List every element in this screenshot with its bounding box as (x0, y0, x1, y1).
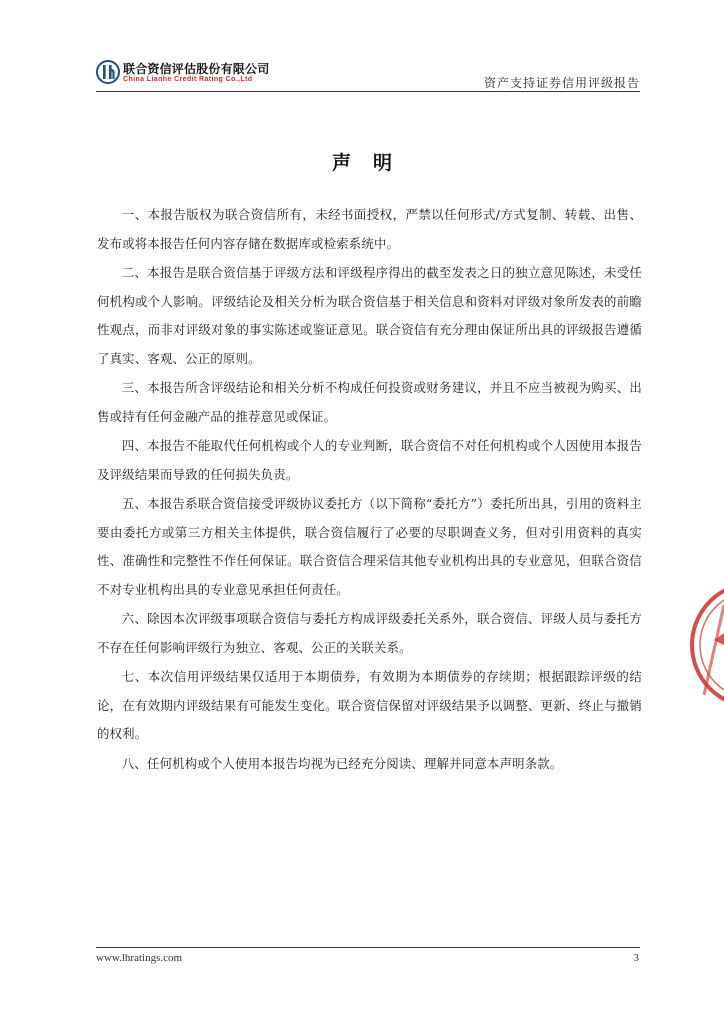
declaration-paragraph-7: 七、本次信用评级结果仅适用于本期债券，有效期为本期债券的存续期；根据跟踪评级的结论，在有效期内评级结果有可能发生变化。联合资信保留对评级结果予以调整、更新、终止与撤销的权利。 (97, 669, 642, 741)
company-name-en: China Lianhe Credit Rating Co.,Ltd (123, 76, 253, 83)
company-name-cn: 联合资信评估股份有限公司 (123, 62, 270, 76)
declaration-paragraph-8: 八、任何机构或个人使用本报告均视为已经充分阅读、理解并同意本声明条款。 (121, 755, 563, 771)
header-divider (96, 91, 640, 92)
page-header (96, 58, 640, 94)
declaration-paragraph-6: 六、除因本次评级事项联合资信与委托方构成评级委托关系外，联合资信、评级人员与委托方不存在任何影响评级行为独立、客观、公正的关联关系。 (97, 611, 642, 655)
declaration-paragraph-1: 一、本报告版权为联合资信所有，未经书面授权，严禁以任何形式/方式复制、转载、出售、发布或将本报告任何内容存储在数据库或检索系统中。 (97, 207, 642, 251)
page-number: 3 (633, 952, 639, 964)
footer-website-link[interactable]: www.lhratings.com (96, 952, 183, 964)
declaration-paragraph-3: 三、本报告所含评级结论和相关分析不构成任何投资或财务建议，并且不应当被视为购买、出售或持有任何金融产品的推荐意见或保证。 (97, 380, 642, 424)
declaration-body (97, 201, 642, 779)
declaration-paragraph-5: 五、本报告系联合资信接受评级协议委托方（以下简称“委托方”）委托所出具，引用的资料主要由委托方或第三方相关主体提供，联合资信履行了必要的尽职调查义务，但对引用资料的真实性、准确性和完整性不作任何保证。联合资信合理采信其他专业机构出具的专业意见，但联合资信不对专业机构出具的专业意见承担任何责任。 (97, 496, 642, 597)
report-type: 资产支持证券信用评级报告 (483, 76, 640, 90)
declaration-paragraph-4: 四、本报告不能取代任何机构或个人的专业判断，联合资信不对任何机构或个人因使用本报告及评级结果而导致的任何损失负责。 (97, 438, 642, 482)
footer-divider (96, 947, 640, 948)
lh-logo-icon (96, 60, 120, 84)
red-seal-stamp (684, 545, 724, 745)
declaration-paragraph-2: 二、本报告是联合资信基于评级方法和评级程序得出的截至发表之日的独立意见陈述，未受任何机构或个人影响。评级结论及相关分析为联合资信基于相关信息和资料对评级对象所发表的前瞻性观点，而非对评级对象的事实陈述或鉴证意见。联合资信有充分理由保证所出具的评级报告遵循了真实、客观、公正的原则。 (97, 265, 642, 366)
page-title: 声明 (331, 152, 414, 174)
